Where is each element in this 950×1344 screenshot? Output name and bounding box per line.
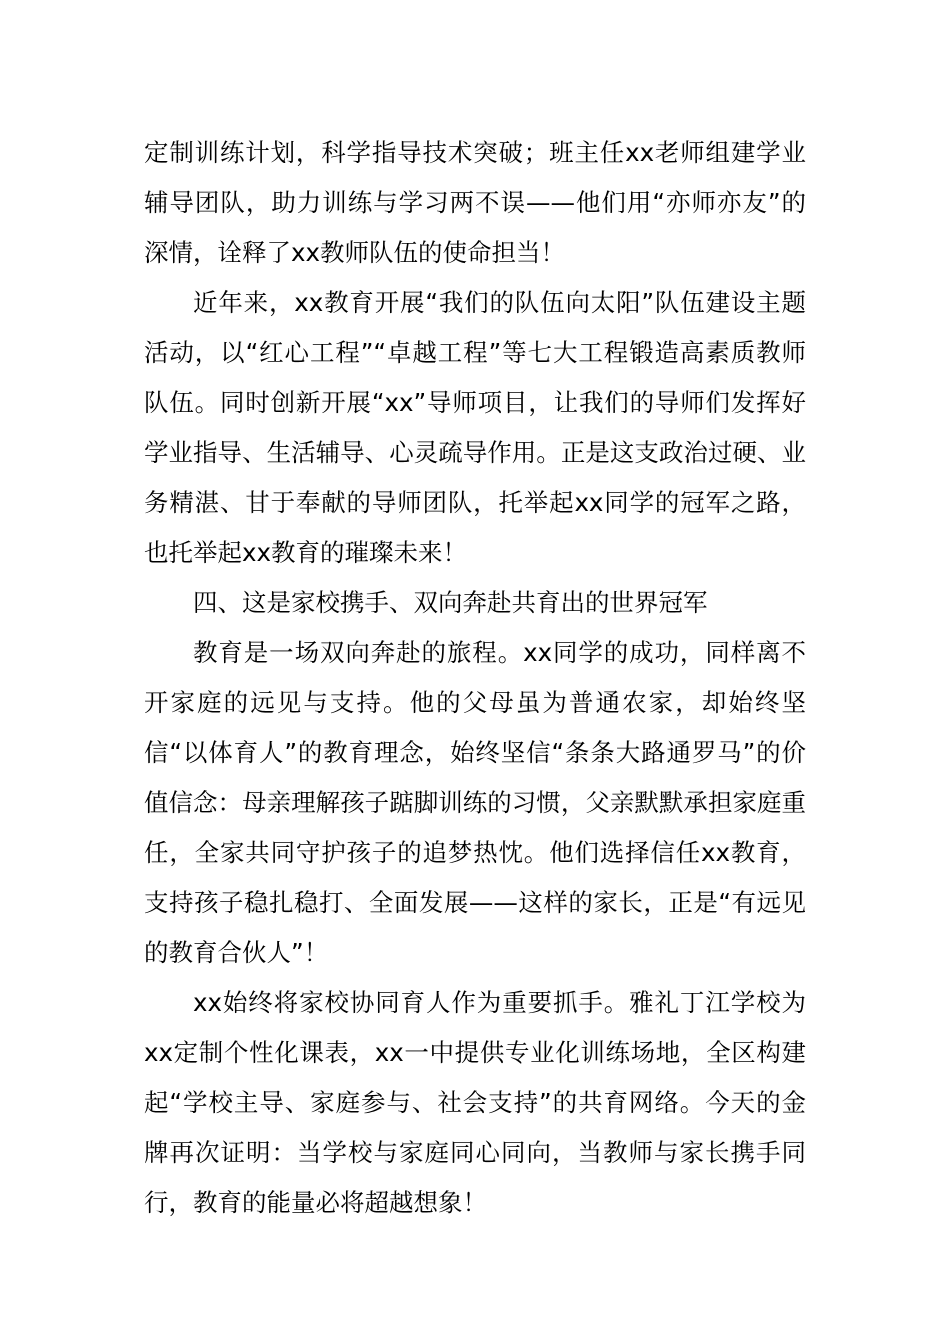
- paragraph-family-support: 教育是一场双向奔赴的旅程。xx同学的成功，同样离不开家庭的远见与支持。他的父母虽为普通农家，却始终坚信“以体育人”的教育理念，始终坚信“条条大路通罗马”的价值信念：母亲理解孩子踮脚训练的习惯，父亲默默承担家庭重任，全家共同守护孩子的追梦热忱。他们选择信任xx教育，支持孩子稳扎稳打、全面发展——这样的家长，正是“有远见的教育合伙人”！: [144, 638, 806, 967]
- document-body: [144, 128, 806, 1228]
- paragraph-home-school: xx始终将家校协同育人作为重要抓手。雅礼丁江学校为xx定制个性化课表，xx一中提供专业化训练场地，全区构建起“学校主导、家庭参与、社会支持”的共育网络。今天的金牌再次证明：当学校与家庭同心同向，当教师与家长携手同行，教育的能量必将超越想象！: [144, 988, 806, 1217]
- paragraph-continuation: 定制训练计划，科学指导技术突破；班主任xx老师组建学业辅导团队，助力训练与学习两不误——他们用“亦师亦友”的深情，诠释了xx教师队伍的使命担当！: [144, 138, 806, 267]
- paragraph-team-building: 近年来，xx教育开展“我们的队伍向太阳”队伍建设主题活动，以“红心工程”“卓越工程”等七大工程锻造高素质教师队伍。同时创新开展“xx”导师项目，让我们的导师们发挥好学业指导、生活辅导、心灵疏导作用。正是这支政治过硬、业务精湛、甘于奉献的导师团队，托举起xx同学的冠军之路，也托举起xx教育的璀璨未来！: [144, 288, 806, 567]
- section-heading-four: 四、这是家校携手、双向奔赴共育出的世界冠军: [193, 588, 708, 617]
